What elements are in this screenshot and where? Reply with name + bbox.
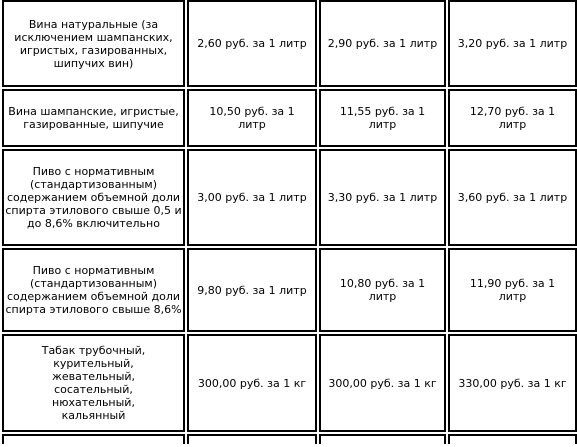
rate-cell: 2,90 руб. за 1 литр xyxy=(319,0,446,87)
rate-cell: 12,70 руб. за 1 литр xyxy=(448,89,577,147)
product-cell: Вина шампанские, игристые, газированные, шипучие xyxy=(2,89,185,147)
rate-cell: 300,00 руб. за 1 кг xyxy=(319,334,446,432)
rate-cell-partial xyxy=(448,434,577,444)
rate-cell: 3,20 руб. за 1 литр xyxy=(448,0,577,87)
rate-cell-partial xyxy=(319,434,446,444)
product-cell: Пиво с нормативным (стандартизованным) содержанием объемной доли спирта этилового свыше 8,6% xyxy=(2,248,185,332)
product-cell: Пиво с нормативным (стандартизованным) содержанием объемной доли спирта этилового свыше 0,5 и до 8,6% включительно xyxy=(2,149,185,246)
rate-cell: 300,00 руб. за 1 кг xyxy=(187,334,317,432)
rate-cell: 3,30 руб. за 1 литр xyxy=(319,149,446,246)
rate-cell: 3,00 руб. за 1 литр xyxy=(187,149,317,246)
table-row xyxy=(2,248,577,332)
table-row xyxy=(2,0,577,87)
table-row-partial xyxy=(2,434,577,444)
product-cell-partial xyxy=(2,434,185,444)
rate-cell: 3,60 руб. за 1 литр xyxy=(448,149,577,246)
rate-cell: 10,80 руб. за 1 литр xyxy=(319,248,446,332)
table-row xyxy=(2,149,577,246)
product-cell: Табак трубочный, курительный, жевательный, сосательный, нюхательный, кальянный xyxy=(2,334,185,432)
rate-cell: 9,80 руб. за 1 литр xyxy=(187,248,317,332)
table-row xyxy=(2,89,577,147)
rate-cell: 11,55 руб. за 1 литр xyxy=(319,89,446,147)
table-row xyxy=(2,334,577,432)
rate-cell: 11,90 руб. за 1 литр xyxy=(448,248,577,332)
rate-cell: 330,00 руб. за 1 кг xyxy=(448,334,577,432)
product-cell: Вина натуральные (за исключением шампанских, игристых, газированных, шипучих вин) xyxy=(2,0,185,87)
rate-cell: 10,50 руб. за 1 литр xyxy=(187,89,317,147)
rate-cell-partial xyxy=(187,434,317,444)
rate-cell: 2,60 руб. за 1 литр xyxy=(187,0,317,87)
